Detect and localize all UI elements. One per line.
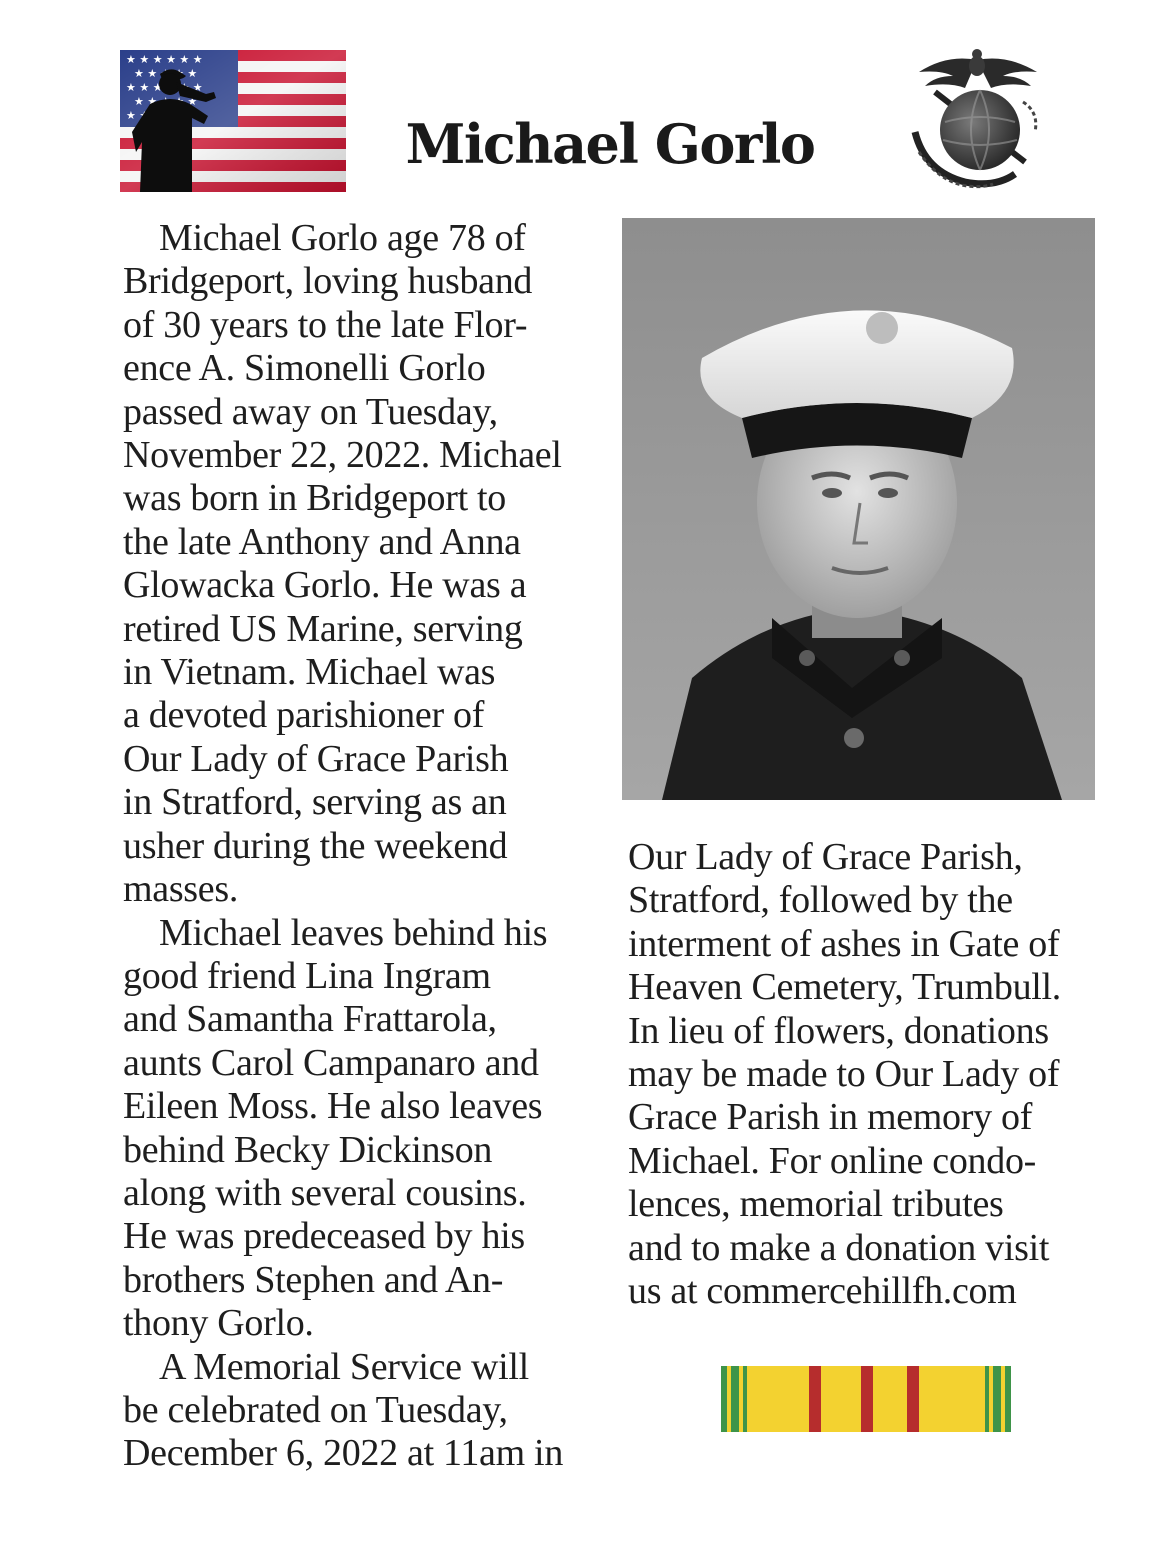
obituary-text-left-column (123, 217, 593, 1476)
text-line: good friend Lina Ingram (123, 954, 491, 997)
vietnam-service-ribbon-icon (721, 1366, 1011, 1432)
text-line: Heaven Cemetery, Trumbull. (628, 966, 1062, 1009)
text-line: in Stratford, serving as an (123, 781, 507, 824)
text-line: A Memorial Service will (159, 1345, 529, 1388)
text-line: of 30 years to the late Flor- (123, 303, 528, 346)
text-line: and to make a donation visit (628, 1226, 1050, 1269)
text-line: may be made to Our Lady of (628, 1053, 1060, 1096)
text-line: usher during the weekend (123, 824, 508, 867)
text-line: retired US Marine, serving (123, 607, 523, 650)
text-line: passed away on Tuesday, (123, 390, 498, 433)
text-line: Michael leaves behind his (159, 911, 548, 954)
usmc-eagle-globe-anchor-icon (905, 42, 1050, 192)
text-line: ence A. Simonelli Gorlo (123, 347, 486, 390)
text-line: a devoted parishioner of (123, 694, 485, 737)
text-line: and Samantha Frattarola, (123, 998, 497, 1041)
page-title: Michael Gorlo (405, 112, 815, 176)
website-link[interactable]: us at commercehillfh.com (628, 1270, 1017, 1313)
text-line: in Vietnam. Michael was (123, 651, 496, 694)
text-line: Eileen Moss. He also leaves (123, 1085, 543, 1128)
text-line: the late Anthony and Anna (123, 520, 521, 563)
text-line: thony Gorlo. (123, 1302, 314, 1345)
text-line: Michael. For online condo- (628, 1139, 1036, 1182)
text-line: interment of ashes in Gate of (628, 922, 1060, 965)
text-line: brothers Stephen and An- (123, 1258, 504, 1301)
text-line: Bridgeport, loving husband (123, 260, 533, 303)
text-line: November 22, 2022. Michael (123, 434, 562, 477)
text-line: Grace Parish in memory of (628, 1096, 1033, 1139)
text-line: Our Lady of Grace Parish, (628, 836, 1023, 878)
text-line: Stratford, followed by the (628, 879, 1013, 922)
text-line: along with several cousins. (123, 1171, 527, 1214)
portrait-photo (622, 218, 1095, 800)
text-line: was born in Bridgeport to (123, 477, 507, 520)
text-line: aunts Carol Campanaro and (123, 1041, 539, 1084)
text-line: He was predeceased by his (123, 1215, 525, 1258)
text-line: behind Becky Dickinson (123, 1128, 493, 1171)
obituary-text-right-column (628, 836, 1108, 1313)
text-line: Michael Gorlo age 78 of (159, 217, 526, 259)
american-flag-salute-icon (120, 50, 346, 192)
text-line: masses. (123, 868, 239, 911)
text-line: lences, memorial tributes (628, 1183, 1004, 1226)
text-line: Our Lady of Grace Parish (123, 737, 509, 780)
text-line: December 6, 2022 at 11am in (123, 1432, 564, 1475)
text-line: In lieu of flowers, donations (628, 1009, 1049, 1052)
text-line: be celebrated on Tuesday, (123, 1388, 508, 1431)
text-line: Glowacka Gorlo. He was a (123, 564, 527, 607)
